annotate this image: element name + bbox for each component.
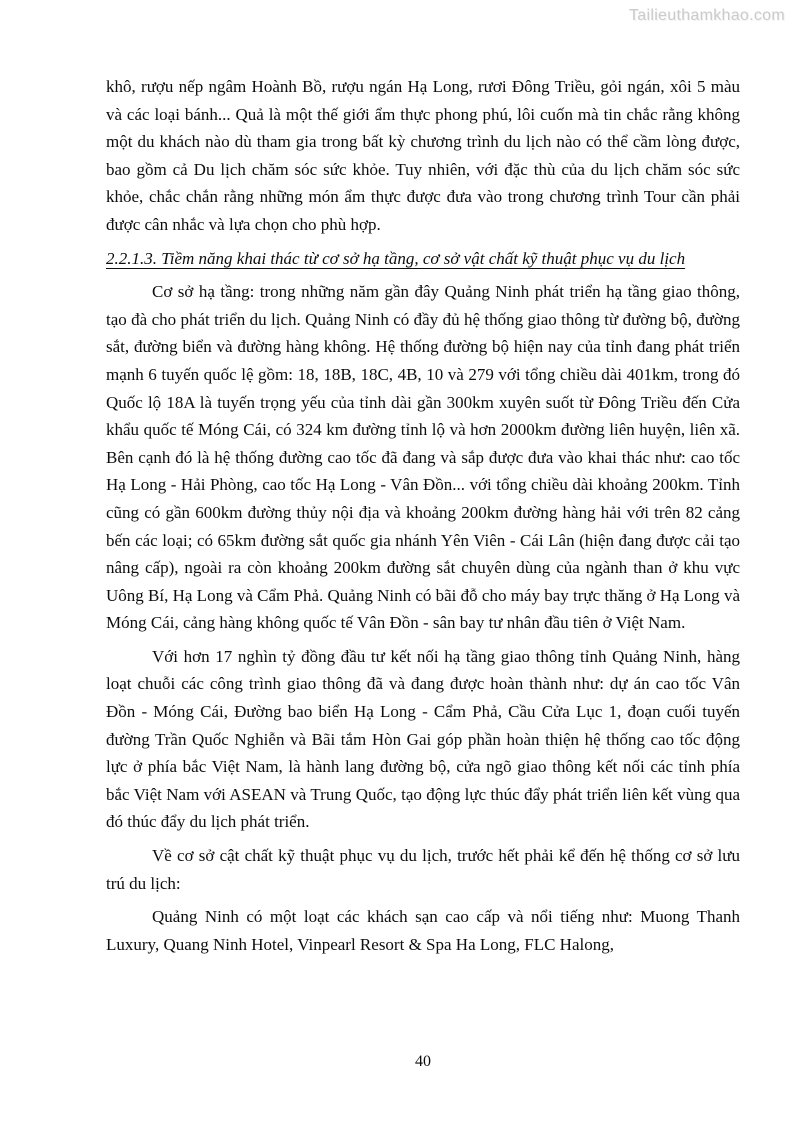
- paragraph-investment: Với hơn 17 nghìn tỷ đồng đầu tư kết nối hạ tầng giao thông tỉnh Quảng Ninh, hàng loạt chuỗi các công trình giao thông đã và đang được hoàn thành như: dự án cao tốc Vân Đồn - Móng Cái, Đường bao biển Hạ Long - Cẩm Phả, Cầu Cửa Lục 1, đoạn cuối tuyến đường Trần Quốc Nghiễn và Bãi tắm Hòn Gai góp phần hoàn thiện hệ thống cao tốc động lực ở phía bắc Việt Nam, là hành lang đường bộ, cửa ngõ giao thông kết nối các tỉnh phía bắc Việt Nam với ASEAN và Trung Quốc, tạo động lực thúc đẩy phát triển liên kết vùng qua đó thúc đẩy du lịch phát triển.: [106, 646, 740, 832]
- page-number: 40: [415, 1053, 431, 1070]
- paragraph-continuation: khô, rượu nếp ngâm Hoành Bồ, rượu ngán Hạ Long, rươi Đông Triều, gỏi ngán, xôi 5 màu và các loại bánh... Quả là một thế giới ẩm thực phong phú, lôi cuốn mà tin chắc rằng không một du khách nào dù tham gia trong bất kỳ chương trình du lịch nào có thể cầm lòng được, bao gồm cả Du lịch chăm sóc sức khỏe. Tuy nhiên, với đặc thù của du lịch chăm sóc sức khỏe, chắc chắn rằng những món ẩm thực được đưa vào trong chương trình Tour cần phải được cân nhắc và lựa chọn cho phù hợp.: [106, 77, 740, 234]
- document-text-block: [106, 73, 740, 964]
- paragraph-infrastructure: Cơ sở hạ tầng: trong những năm gần đây Quảng Ninh phát triển hạ tầng giao thông, tạo đà cho phát triển du lịch. Quảng Ninh có đầy đủ hệ thống giao thông từ đường bộ, đường sắt, đường biển và đường hàng không. Hệ thống đường bộ hiện nay của tỉnh đang phát triển mạnh 6 tuyến quốc lệ gồm: 18, 18B, 18C, 4B, 10 và 279 với tổng chiều dài 401km, trong đó Quốc lộ 18A là tuyến trọng yếu của tỉnh dài gần 300km xuyên suốt từ Đông Triều đến Cửa khẩu quốc tế Móng Cái, có 324 km đường tỉnh lộ và hơn 2000km đường liên huyện, liên xã. Bên cạnh đó là hệ thống đường cao tốc đã đang và sắp được đưa vào khai thác như: cao tốc Hạ Long - Hải Phòng, cao tốc Hạ Long - Vân Đồn... với tổng chiều dài khoảng 200km. Tỉnh cũng có gần 600km đường thủy nội địa và khoảng 200km đường hàng hải với trên 82 cảng bến các loại; có 65km đường sắt quốc gia nhánh Yên Viên - Cái Lân (hiện đang được cải tạo nâng cấp), ngoài ra còn khoảng 200km đường sắt chuyên dùng của ngành than ở khu vực Uông Bí, Hạ Long và Cẩm Phả. Quảng Ninh có bãi đỗ cho máy bay trực thăng ở Hạ Long và Móng Cái, cảng hàng không quốc tế Vân Đồn - sân bay tư nhân đầu tiên ở Việt Nam.: [106, 282, 740, 633]
- section-heading-2-2-1-3: 2.2.1.3. Tiềm năng khai thác từ cơ sở hạ tầng, cơ sở vật chất kỹ thuật phục vụ du lịch: [106, 248, 686, 268]
- site-watermark: Tailieuthamkhao.com: [629, 7, 785, 24]
- paragraph-hotels: Quảng Ninh có một loạt các khách sạn cao cấp và nổi tiếng như: Muong Thanh Luxury, Quang Ninh Hotel, Vinpearl Resort & Spa Ha Long, FLC Halong,: [106, 907, 740, 954]
- paragraph-facilities-intro: Về cơ sở cật chất kỹ thuật phục vụ du lịch, trước hết phải kể đến hệ thống cơ sở lưu trú du lịch:: [106, 846, 740, 893]
